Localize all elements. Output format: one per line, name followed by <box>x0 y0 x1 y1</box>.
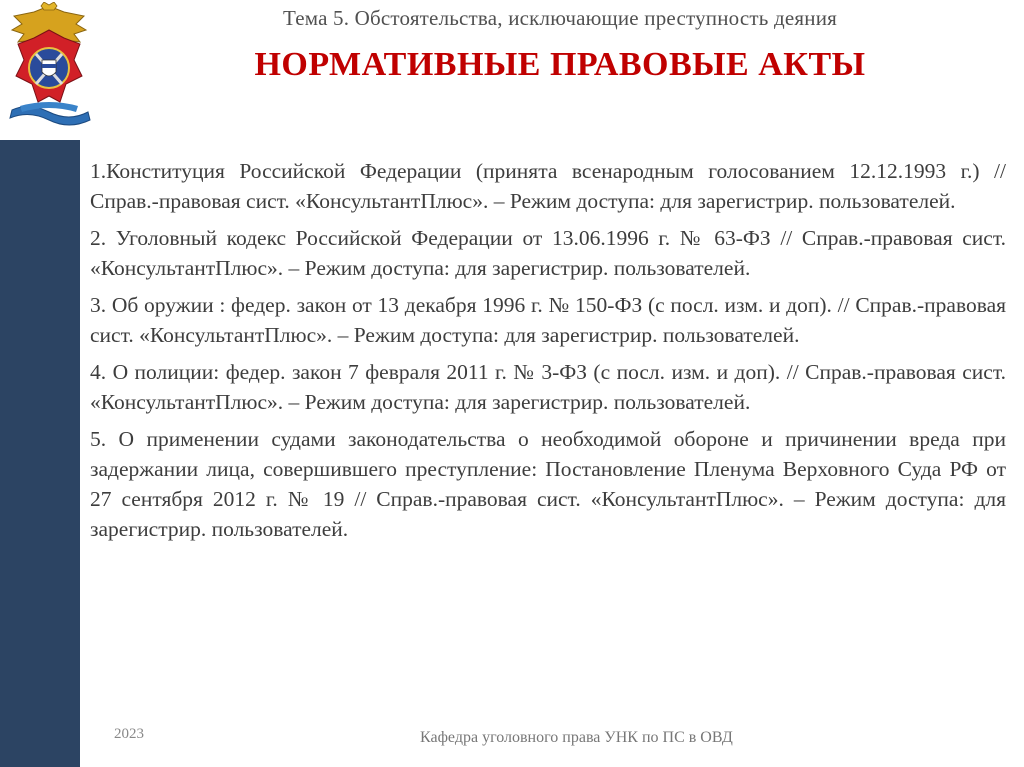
list-item: 5. О применении судами законодательства о необходимой обороне и причинении вреда при задержании лица, совершившего преступление: Постановление Пленума Верховного Суда РФ от 27 сентября 2012 г. № 19 // Справ.-правовая сист. «КонсультантПлюс». – Режим доступа: для зарегистрир. пользователей. <box>90 427 1006 541</box>
list-item: 3. Об оружии : федер. закон от 13 декабря 1996 г. № 150-ФЗ (с посл. изм. и доп). // Справ.-правовая сист. «КонсультантПлюс». – Режим доступа: для зарегистрир. пользователей. <box>90 293 1006 347</box>
emblem-icon <box>4 2 94 134</box>
page-title: НОРМАТИВНЫЕ ПРАВОВЫЕ АКТЫ <box>254 46 866 83</box>
list-item: 1.Конституция Российской Федерации (принята всенародным голосованием 12.12.1993 г.) // Справ.-правовая сист. «КонсультантПлюс». – Режим доступа: для зарегистрир. пользователей. <box>90 159 1006 213</box>
list-item: 4. О полиции: федер. закон 7 февраля 2011 г. № 3-ФЗ (с посл. изм. и доп). // Справ.-правовая сист. «КонсультантПлюс». – Режим доступа: для зарегистрир. пользователей. <box>90 360 1006 414</box>
list-item: 2. Уголовный кодекс Российской Федерации от 13.06.1996 г. № 63-ФЗ // Справ.-правовая сист. «КонсультантПлюс». – Режим доступа: для зарегистрир. пользователей. <box>90 226 1006 280</box>
document-body <box>90 156 1006 551</box>
left-accent-bar <box>0 140 80 767</box>
footer-department: Кафедра уголовного права УНК по ПС в ОВД <box>420 729 733 746</box>
footer-year: 2023 <box>114 726 144 742</box>
topic-heading: Тема 5. Обстоятельства, исключающие преступность деяния <box>282 6 838 30</box>
